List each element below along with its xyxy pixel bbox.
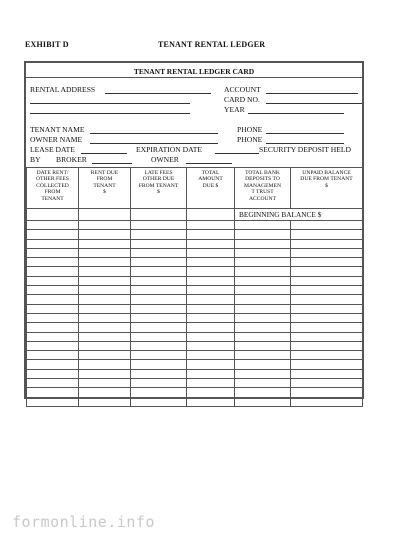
year-field[interactable] xyxy=(248,113,344,114)
beginning-balance-label: BEGINNING BALANCE $ xyxy=(235,209,363,221)
ledger-cell[interactable] xyxy=(131,351,187,360)
lease-date-label: LEASE DATE xyxy=(30,145,75,154)
ledger-cell[interactable] xyxy=(27,341,79,350)
ledger-cell[interactable] xyxy=(131,388,187,397)
ledger-cell[interactable] xyxy=(27,332,79,341)
ledger-cell[interactable] xyxy=(27,369,79,378)
ledger-cell[interactable] xyxy=(291,258,363,267)
column-header-line: TOTAL BANK xyxy=(245,170,280,176)
ledger-cell[interactable] xyxy=(187,323,235,332)
watermark: formonline.info xyxy=(12,513,155,531)
balance-spacer-4 xyxy=(187,209,235,221)
column-header-line: DATE RENT/ xyxy=(36,170,69,176)
owner-name-label: OWNER NAME xyxy=(30,135,83,144)
ledger-row xyxy=(27,267,363,276)
col-rent-due xyxy=(79,168,131,209)
ledger-cell[interactable] xyxy=(79,323,131,332)
ledger-cell[interactable] xyxy=(27,286,79,295)
ledger-cell[interactable] xyxy=(27,239,79,248)
ledger-cell[interactable] xyxy=(235,230,291,239)
ledger-cell[interactable] xyxy=(27,351,79,360)
ledger-cell[interactable] xyxy=(291,341,363,350)
expiration-date-field[interactable] xyxy=(215,153,259,154)
ledger-cell[interactable] xyxy=(27,267,79,276)
ledger-row xyxy=(27,351,363,360)
column-header-line: OTHER DUE xyxy=(142,176,175,183)
account-label: ACCOUNT xyxy=(224,85,261,94)
ledger-cell[interactable] xyxy=(291,267,363,276)
rental-address-line-2[interactable] xyxy=(30,103,190,104)
column-header-line: FROM xyxy=(44,189,61,196)
ledger-cell[interactable] xyxy=(187,341,235,350)
phone-label-2: PHONE xyxy=(237,135,263,144)
lease-date-field[interactable] xyxy=(81,153,127,154)
ledger-row xyxy=(27,295,363,304)
ledger-cell[interactable] xyxy=(27,230,79,239)
ledger-cell[interactable] xyxy=(27,221,79,230)
ledger-cell[interactable] xyxy=(131,341,187,350)
ledger-table xyxy=(26,167,363,407)
ledger-cell[interactable] xyxy=(187,397,235,406)
ledger-row xyxy=(27,286,363,295)
ledger-cell[interactable] xyxy=(27,304,79,313)
ledger-cell[interactable] xyxy=(27,276,79,285)
ledger-cell[interactable] xyxy=(291,323,363,332)
column-header-line: FROM TENANT xyxy=(138,182,179,189)
balance-spacer-2 xyxy=(79,209,131,221)
ledger-cell[interactable] xyxy=(79,239,131,248)
broker-label: BROKER xyxy=(56,155,87,164)
ledger-cell[interactable] xyxy=(235,258,291,267)
column-header-line: UNPAID BALANCE xyxy=(302,170,351,176)
ledger-cell[interactable] xyxy=(79,304,131,313)
ledger-row xyxy=(27,239,363,248)
column-header-line: AMOUNT xyxy=(198,176,223,183)
ledger-cell[interactable] xyxy=(187,295,235,304)
ledger-cell[interactable] xyxy=(291,221,363,230)
column-header-line: TENANT xyxy=(41,195,64,202)
exhibit-label: EXHIBIT D xyxy=(25,40,69,49)
ledger-row xyxy=(27,276,363,285)
column-header-line: ACCOUNT xyxy=(248,195,277,202)
ledger-cell[interactable] xyxy=(235,248,291,257)
ledger-row xyxy=(27,379,363,388)
owner-field[interactable] xyxy=(186,163,232,164)
ledger-cell[interactable] xyxy=(27,248,79,257)
ledger-row xyxy=(27,304,363,313)
ledger-cell[interactable] xyxy=(235,369,291,378)
ledger-row xyxy=(27,230,363,239)
ledger-cell[interactable] xyxy=(187,388,235,397)
ledger-cell[interactable] xyxy=(235,313,291,322)
ledger-cell[interactable] xyxy=(291,379,363,388)
column-header-line: $ xyxy=(325,182,328,189)
ledger-cell[interactable] xyxy=(131,286,187,295)
col-unpaid-balance xyxy=(291,168,363,209)
ledger-cell[interactable] xyxy=(187,230,235,239)
ledger-cell[interactable] xyxy=(131,258,187,267)
ledger-cell[interactable] xyxy=(79,313,131,322)
ledger-cell[interactable] xyxy=(187,267,235,276)
col-late-fees xyxy=(131,168,187,209)
ledger-cell[interactable] xyxy=(131,239,187,248)
ledger-cell[interactable] xyxy=(79,351,131,360)
ledger-cell[interactable] xyxy=(291,360,363,369)
ledger-cell[interactable] xyxy=(187,258,235,267)
ledger-cell[interactable] xyxy=(79,388,131,397)
ledger-cell[interactable] xyxy=(187,276,235,285)
ledger-cell[interactable] xyxy=(235,276,291,285)
ledger-cell[interactable] xyxy=(131,248,187,257)
ledger-card xyxy=(24,61,364,399)
col-bank-deposits xyxy=(235,168,291,209)
ledger-cell[interactable] xyxy=(79,258,131,267)
ledger-cell[interactable] xyxy=(187,351,235,360)
ledger-cell[interactable] xyxy=(291,313,363,322)
ledger-cell[interactable] xyxy=(131,369,187,378)
ledger-row xyxy=(27,332,363,341)
ledger-cell[interactable] xyxy=(79,276,131,285)
column-header-line: $ xyxy=(157,189,160,196)
ledger-cell[interactable] xyxy=(235,379,291,388)
column-header-line: $ xyxy=(103,189,106,196)
ledger-cell[interactable] xyxy=(235,295,291,304)
ledger-cell[interactable] xyxy=(131,230,187,239)
col-total-amount-due xyxy=(187,168,235,209)
ledger-cell[interactable] xyxy=(27,388,79,397)
ledger-cell[interactable] xyxy=(131,397,187,406)
ledger-cell[interactable] xyxy=(79,267,131,276)
ledger-cell[interactable] xyxy=(187,286,235,295)
ledger-cell[interactable] xyxy=(291,332,363,341)
ledger-cell[interactable] xyxy=(291,248,363,257)
tenant-phone-field[interactable] xyxy=(266,133,344,134)
ledger-cell[interactable] xyxy=(27,258,79,267)
column-header-line: LATE FEES xyxy=(144,170,173,176)
title-divider xyxy=(26,77,362,78)
ledger-cell[interactable] xyxy=(187,360,235,369)
ledger-cell[interactable] xyxy=(27,397,79,406)
ledger-cell[interactable] xyxy=(291,276,363,285)
ledger-cell[interactable] xyxy=(187,248,235,257)
ledger-cell[interactable] xyxy=(235,267,291,276)
ledger-row xyxy=(27,313,363,322)
ledger-cell[interactable] xyxy=(27,379,79,388)
ledger-cell[interactable] xyxy=(131,276,187,285)
card-title: TENANT RENTAL LEDGER CARD xyxy=(133,67,255,76)
column-header-line: TENANT xyxy=(93,182,116,189)
rental-address-line-1[interactable] xyxy=(105,93,211,94)
ledger-cell[interactable] xyxy=(291,295,363,304)
beginning-balance-row xyxy=(27,209,363,221)
ledger-cell[interactable] xyxy=(235,221,291,230)
ledger-cell[interactable] xyxy=(187,304,235,313)
ledger-cell[interactable] xyxy=(235,341,291,350)
balance-spacer-1 xyxy=(27,209,79,221)
ledger-cell[interactable] xyxy=(27,313,79,322)
page-title: TENANT RENTAL LEDGER xyxy=(158,40,266,49)
tenant-name-label: TENANT NAME xyxy=(30,125,85,134)
ledger-cell[interactable] xyxy=(79,286,131,295)
ledger-cell[interactable] xyxy=(131,304,187,313)
ledger-cell[interactable] xyxy=(27,360,79,369)
column-header-line: COLLECTED xyxy=(36,182,69,189)
phone-label-1: PHONE xyxy=(237,125,263,134)
ledger-cell[interactable] xyxy=(187,221,235,230)
card-no-field[interactable] xyxy=(266,103,362,104)
ledger-row xyxy=(27,248,363,257)
col-date-collected xyxy=(27,168,79,209)
ledger-header-row xyxy=(27,168,363,209)
ledger-cell[interactable] xyxy=(79,360,131,369)
ledger-cell[interactable] xyxy=(27,323,79,332)
column-header-line: FROM xyxy=(96,176,113,183)
owner-name-field[interactable] xyxy=(90,143,218,144)
ledger-cell[interactable] xyxy=(27,295,79,304)
year-label: YEAR xyxy=(224,105,245,114)
ledger-cell[interactable] xyxy=(291,230,363,239)
rental-address-line-3[interactable] xyxy=(30,113,190,114)
ledger-cell[interactable] xyxy=(131,221,187,230)
owner-label: OWNER xyxy=(151,155,179,164)
tenant-name-field[interactable] xyxy=(90,133,218,134)
ledger-cell[interactable] xyxy=(235,332,291,341)
ledger-cell[interactable] xyxy=(235,397,291,406)
column-header-line: DEPOSITS TO xyxy=(245,176,280,183)
ledger-row xyxy=(27,258,363,267)
ledger-cell[interactable] xyxy=(79,295,131,304)
ledger-cell[interactable] xyxy=(235,360,291,369)
ledger-cell[interactable] xyxy=(187,332,235,341)
ledger-cell[interactable] xyxy=(291,304,363,313)
ledger-cell[interactable] xyxy=(131,267,187,276)
ledger-cell[interactable] xyxy=(235,304,291,313)
column-header-line: DUE $ xyxy=(202,182,219,189)
security-deposit-label: SECURITY DEPOSIT HELD xyxy=(259,145,351,154)
ledger-cell[interactable] xyxy=(235,388,291,397)
column-header-line: T TRUST xyxy=(251,189,274,196)
ledger-cell[interactable] xyxy=(79,221,131,230)
ledger-cell[interactable] xyxy=(187,313,235,322)
ledger-cell[interactable] xyxy=(291,369,363,378)
ledger-cell[interactable] xyxy=(291,351,363,360)
ledger-cell[interactable] xyxy=(187,379,235,388)
ledger-cell[interactable] xyxy=(187,369,235,378)
ledger-row xyxy=(27,341,363,350)
column-header-line: MANAGEMEN xyxy=(244,182,281,189)
ledger-cell[interactable] xyxy=(131,295,187,304)
rental-address-label: RENTAL ADDRESS xyxy=(30,85,96,94)
card-no-label: CARD NO. xyxy=(224,95,260,104)
ledger-cell[interactable] xyxy=(235,351,291,360)
ledger-row xyxy=(27,397,363,406)
column-header-line: DUE FROM TENANT xyxy=(300,176,353,183)
ledger-cell[interactable] xyxy=(131,360,187,369)
ledger-cell[interactable] xyxy=(131,323,187,332)
ledger-cell[interactable] xyxy=(291,388,363,397)
ledger-cell[interactable] xyxy=(187,239,235,248)
ledger-cell[interactable] xyxy=(291,397,363,406)
ledger-row xyxy=(27,388,363,397)
column-header-line: OTHER FEES xyxy=(35,176,70,183)
owner-phone-field[interactable] xyxy=(266,143,344,144)
ledger-cell[interactable] xyxy=(79,397,131,406)
ledger-cell[interactable] xyxy=(79,341,131,350)
ledger-row xyxy=(27,323,363,332)
ledger-cell[interactable] xyxy=(79,332,131,341)
ledger-cell[interactable] xyxy=(291,286,363,295)
broker-field[interactable] xyxy=(92,163,132,164)
ledger-cell[interactable] xyxy=(235,323,291,332)
column-header-line: TOTAL xyxy=(201,170,220,176)
by-label: BY xyxy=(30,155,41,164)
ledger-cell[interactable] xyxy=(131,313,187,322)
account-field[interactable] xyxy=(266,93,358,94)
ledger-row xyxy=(27,369,363,378)
ledger-cell[interactable] xyxy=(291,239,363,248)
balance-spacer-3 xyxy=(131,209,187,221)
ledger-cell[interactable] xyxy=(131,332,187,341)
ledger-cell[interactable] xyxy=(131,379,187,388)
ledger-cell[interactable] xyxy=(235,239,291,248)
ledger-cell[interactable] xyxy=(79,369,131,378)
column-header-line: RENT DUE xyxy=(90,170,119,176)
ledger-cell[interactable] xyxy=(235,286,291,295)
ledger-row xyxy=(27,360,363,369)
expiration-date-label: EXPIRATION DATE xyxy=(136,145,203,154)
ledger-cell[interactable] xyxy=(79,230,131,239)
ledger-row xyxy=(27,221,363,230)
ledger-cell[interactable] xyxy=(79,248,131,257)
ledger-cell[interactable] xyxy=(79,379,131,388)
